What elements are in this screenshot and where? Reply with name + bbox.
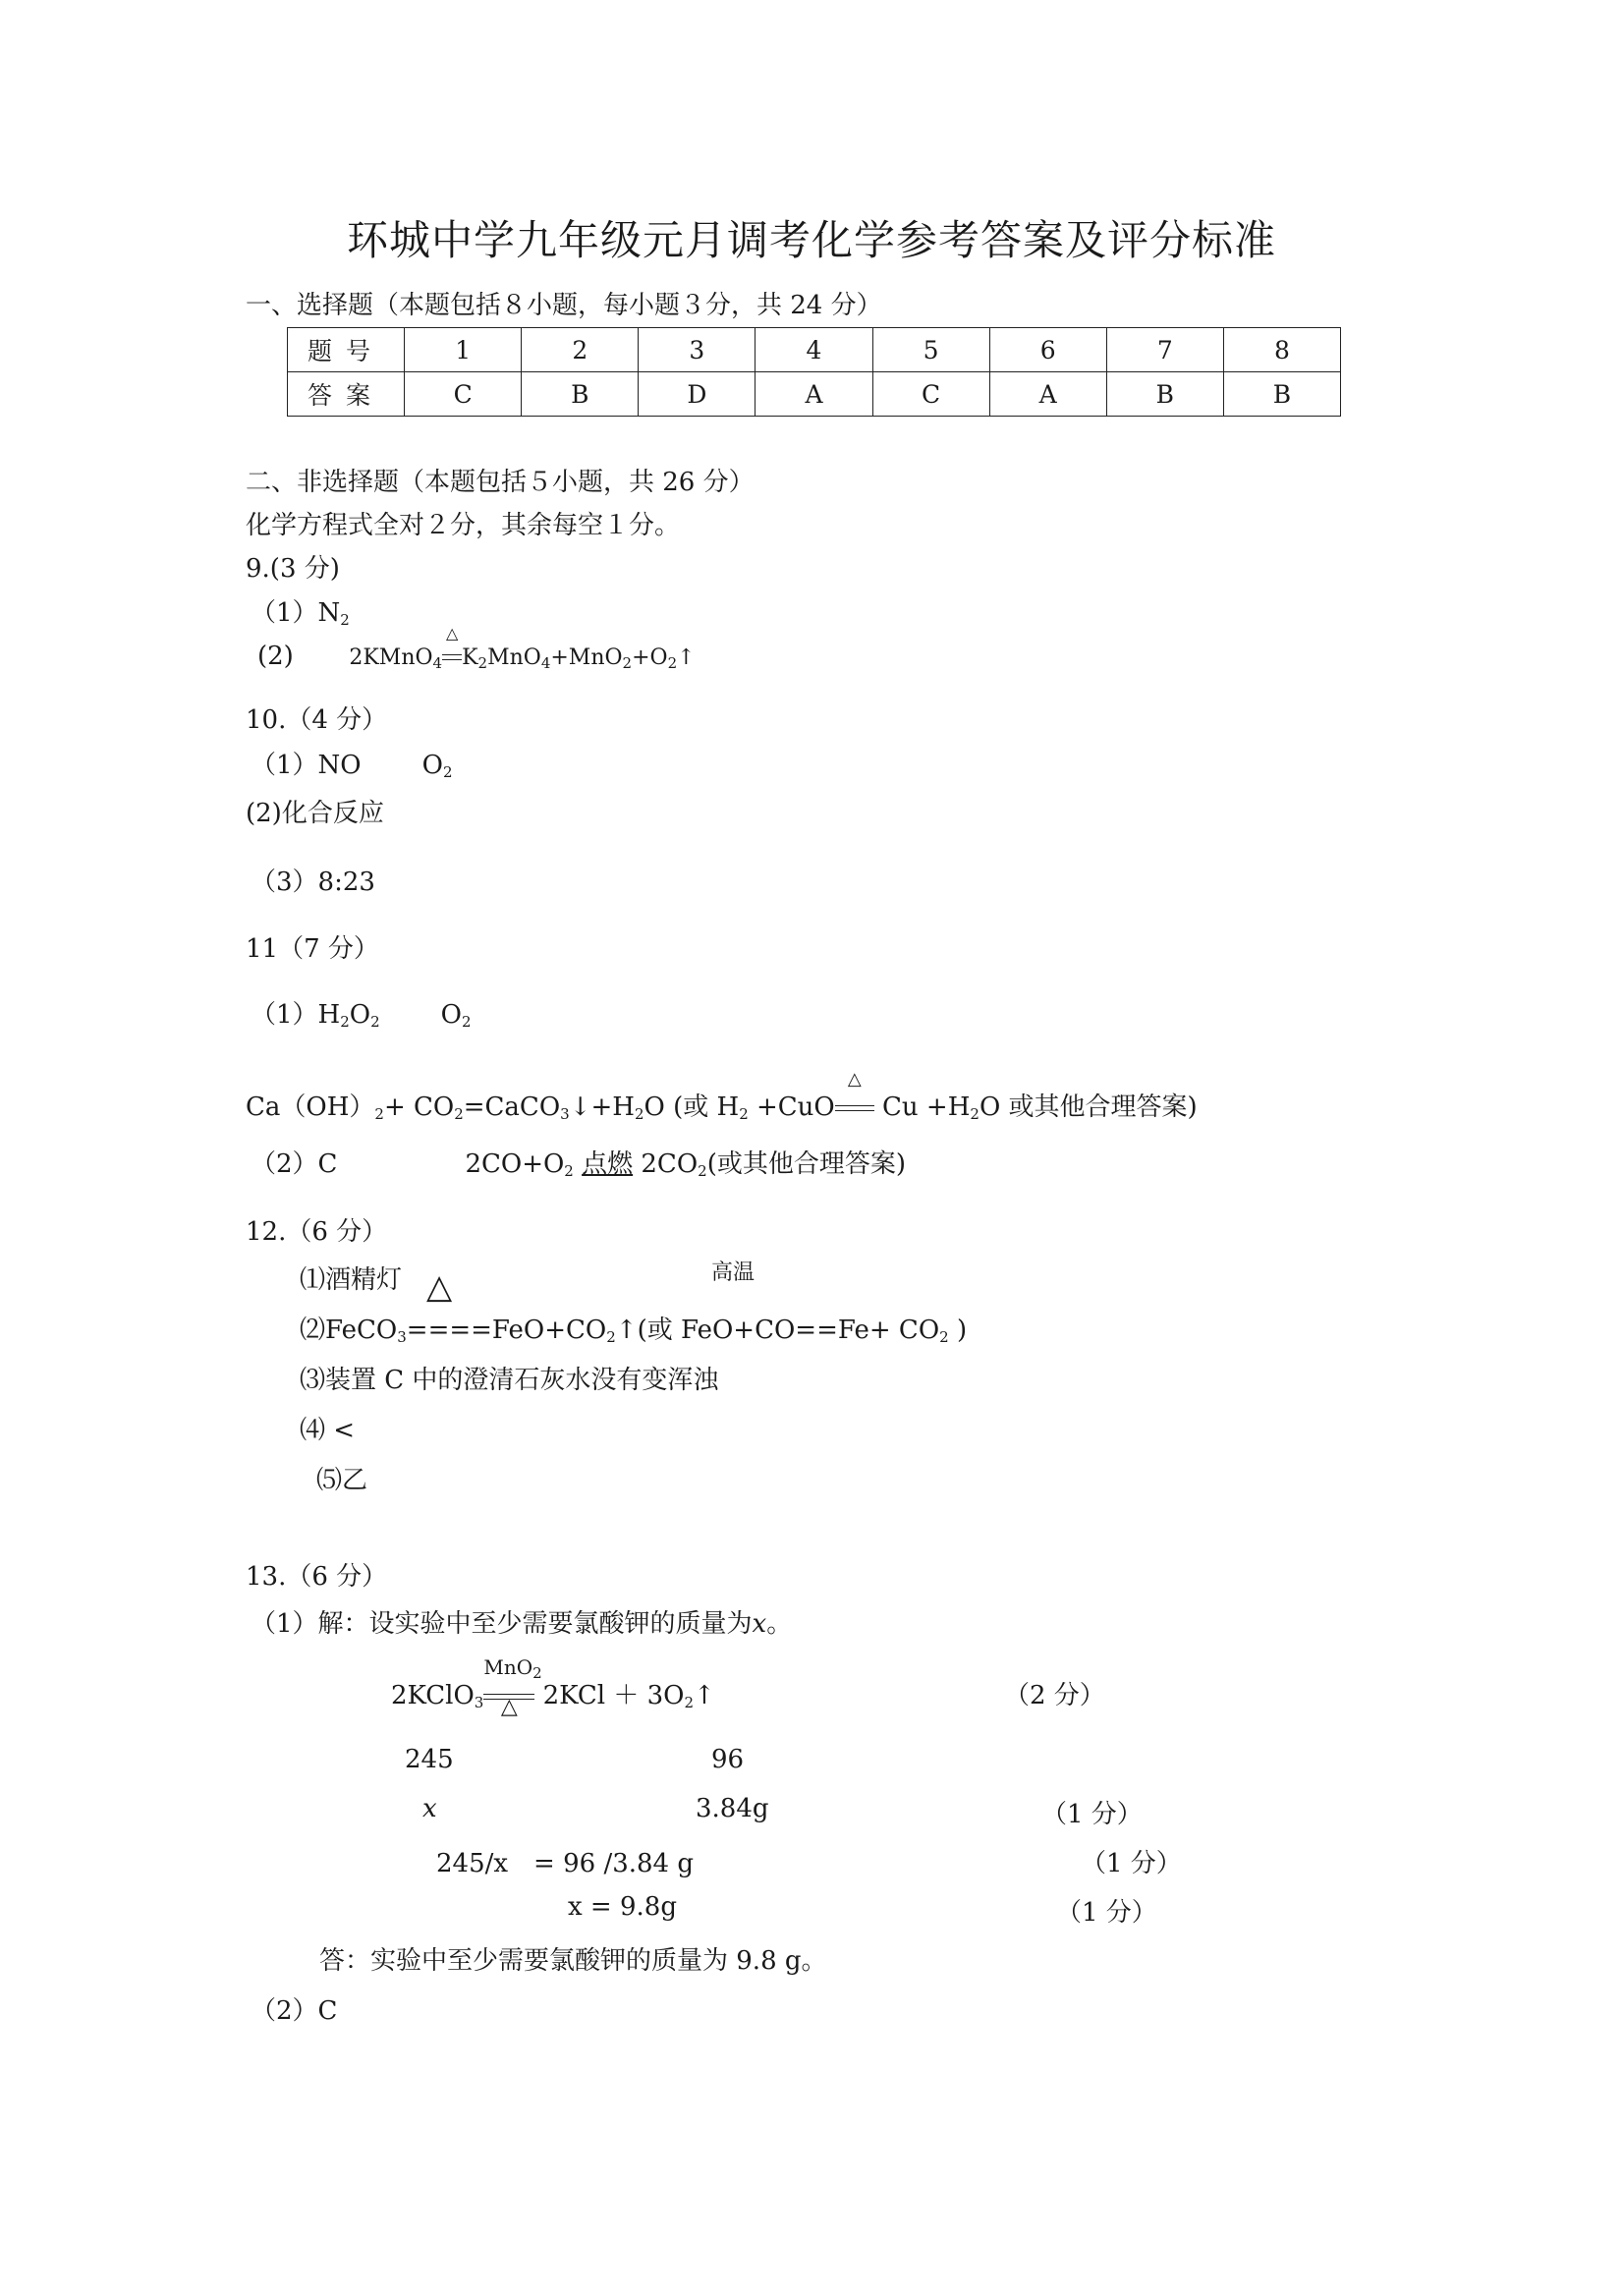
q10-answer-1: （1）NO $O_2$ (251, 751, 453, 781)
molar-mass-o2: 96 (711, 1745, 745, 1774)
q10-heading: 10.（4 分） (246, 705, 388, 735)
heat-symbol: △ (426, 1267, 453, 1307)
row-1-score: （1 分） (1041, 1800, 1143, 1829)
question-number: 6 (989, 328, 1106, 372)
q11-answer-1: $(1)H_2O_2$ $O_2$ (251, 1000, 472, 1031)
ignite-condition: 点燃 (582, 1149, 634, 1179)
q13-equation: 2KClO$_3$ MnO$_2$ △ $2KCl + 3O_2↑$ (391, 1655, 715, 1719)
q12-answer-2: $⑵FeCO_3====FeO+CO_2↑$(或 $FeO+CO==Fe+ CO_2$ ) (300, 1316, 968, 1346)
result: x = 9.8g (568, 1892, 677, 1922)
row-2-score: （1 分） (1081, 1849, 1182, 1878)
q11-answer-2: （2）C $2CO+O_2$ 点燃 $2CO_2$(或其他合理答案) (251, 1149, 906, 1180)
conclusion: 答：实验中至少需要氯酸钾的质量为 9.8 g。 (319, 1946, 827, 1976)
page-title: 环城中学九年级元月调考化学参考答案及评分标准 (346, 216, 1276, 264)
q9-answer-2: (2) 2KMnO$_4$ △ $K_2MnO_4+MnO_2+O_2↑$ (257, 624, 696, 672)
question-number: 5 (872, 328, 989, 372)
q11-heading: 11（7 分） (246, 934, 379, 964)
section-2-heading: 二、非选择题（本题包括５小题，共 26 分） (246, 468, 755, 497)
unknown-mass: x (422, 1794, 437, 1823)
q10-answer-2: (2)化合反应 (246, 799, 384, 828)
q13-answer-2: （2）C (251, 1996, 338, 2026)
q10-answer-3: （3）8:23 (251, 868, 375, 897)
answer-cell: D (639, 372, 756, 417)
answer-cell: A (989, 372, 1106, 417)
q13-heading: 13.（6 分） (246, 1562, 388, 1592)
question-number: 2 (522, 328, 639, 372)
answer-cell: C (405, 372, 522, 417)
scoring-note: 化学方程式全对２分，其余每空１分。 (246, 511, 681, 540)
section-1-heading: 一、选择题（本题包括８小题，每小题３分，共 24 分） (246, 291, 882, 320)
row-label-answer: 答案 (288, 372, 405, 417)
question-number: 4 (756, 328, 872, 372)
answer-cell: B (1106, 372, 1223, 417)
question-number: 7 (1106, 328, 1223, 372)
known-mass: 3.84g (696, 1794, 769, 1823)
q9-answer-1: $(1)N_2$ (251, 598, 350, 629)
molar-mass-kclo3: 245 (405, 1745, 454, 1774)
q12-answer-3: ⑶装置 C 中的澄清石灰水没有变浑浊 (300, 1366, 719, 1395)
high-temp-label: 高温 (711, 1260, 756, 1285)
q12-answer-1: ⑴酒精灯 (300, 1265, 403, 1295)
answer-cell: B (1223, 372, 1340, 417)
answer-table (287, 327, 1341, 417)
question-number: 8 (1223, 328, 1340, 372)
q12-answer-4: ⑷ < (300, 1416, 356, 1445)
answer-cell: B (522, 372, 639, 417)
proportion: 245/x = 96 /3.84 g (436, 1849, 695, 1878)
row-label-question: 题号 (288, 328, 405, 372)
heat-symbol: △ (847, 1069, 862, 1090)
answer-cell: A (756, 372, 872, 417)
q12-heading: 12.（6 分） (246, 1217, 388, 1247)
catalyst-label: MnO$_2$ (483, 1655, 542, 1682)
q12-answer-5: ⑸乙 (316, 1466, 368, 1495)
question-row (288, 328, 1341, 372)
answer-cell: C (872, 372, 989, 417)
q13-answer-1: （1）解：设实验中至少需要氯酸钾的质量为x。 (251, 1609, 793, 1639)
question-number: 1 (405, 328, 522, 372)
q11-equation: $Ca(OH)_2+$ $CO_2=CaCO_3↓+H_2O$ (或 $H_2 +CuO$ △ $Cu +H_2O$ 或其他合理答案) (246, 1069, 1198, 1123)
row-3-score: （1 分） (1056, 1898, 1157, 1928)
heat-symbol: △ (445, 624, 459, 643)
q9-heading: 9.(3 分) (246, 554, 340, 584)
question-number: 3 (639, 328, 756, 372)
heat-symbol: △ (500, 1695, 518, 1719)
answer-row (288, 372, 1341, 417)
equation-score: （2 分） (1004, 1681, 1105, 1710)
